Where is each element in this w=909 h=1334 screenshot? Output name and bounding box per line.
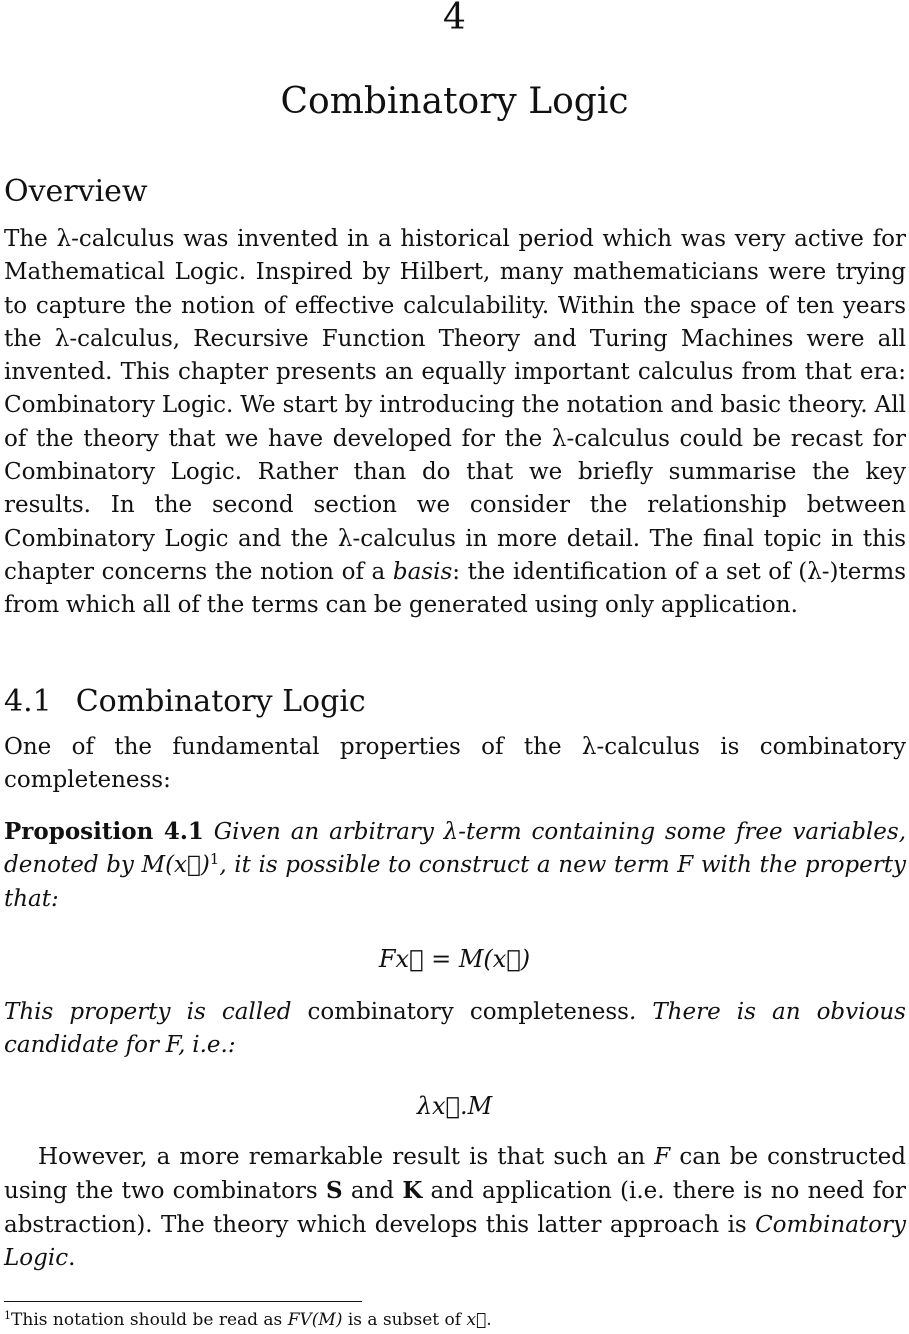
proposition-4-1 xyxy=(4,815,906,916)
combinatory-equation: Fx⃗ = M(x⃗) xyxy=(378,945,531,973)
combinatory-logic-term: Combinatory Logic xyxy=(4,1211,906,1271)
chapter-number: 4 xyxy=(443,0,466,38)
footnote xyxy=(4,1307,904,1333)
footnote-marker: 1 xyxy=(209,850,220,869)
closing-F: F xyxy=(654,1144,671,1170)
section-heading xyxy=(4,682,366,722)
section-title: Combinatory Logic xyxy=(75,684,366,719)
footnote-text-a: This notation should be read as xyxy=(11,1310,288,1330)
overview-paragraph xyxy=(4,223,906,623)
basis-term: basis xyxy=(392,558,453,585)
chapter-title: Combinatory Logic xyxy=(280,81,629,122)
closing-text-b: can be constructed using the two combinators xyxy=(4,1144,907,1205)
combinatory-completeness-term: combinatory completeness xyxy=(307,999,629,1025)
closing-text-d: . xyxy=(68,1244,76,1271)
overview-heading: Overview xyxy=(4,174,148,209)
footnote-number: 1 xyxy=(4,1308,12,1322)
proposition-continuation xyxy=(4,996,906,1063)
combinator-S: S xyxy=(325,1177,343,1205)
footnote-text-c: . xyxy=(486,1310,492,1330)
overview-text: The λ-calculus was invented in a historical period which was very active for Mathematical Logic. Inspired by Hilbert, many mathematicians were trying to capture the notion of effective calculability. Within the space of ten years the λ-calculus, Recursive Function Theory and Turing Machines were all invented. This chapter presents an equally important calculus from that era: Combinatory Logic. We start by introducing the notation and basic theory. All of the theory that we have developed for the λ-calculus could be recast for Combinatory Logic. Rather than do that we briefly summarise the key results. In the second section we consider the relationship between Combinatory Logic and the λ-calculus in more detail. The final topic in this chapter concerns the notion of a xyxy=(4,226,906,585)
combinator-K: K xyxy=(402,1177,423,1205)
footnote-vector: x⃗ xyxy=(466,1310,487,1330)
closing-and: and xyxy=(342,1178,403,1205)
candidate-term: λx⃗.M xyxy=(416,1092,493,1120)
footnote-text-b: is a subset of xyxy=(342,1310,467,1330)
footnote-math: FV(M) xyxy=(287,1310,343,1330)
proposition-label: Proposition 4.1 xyxy=(4,818,204,845)
overview-text-end: : the identification of a set of (λ-)terms from which all of the terms can be generated using only application. xyxy=(4,558,906,619)
proposition-text-b: , it is possible to construct a new term F with the property that: xyxy=(4,852,906,912)
footnote-rule xyxy=(4,1301,362,1302)
proposition-after-a: This property is called xyxy=(4,999,308,1025)
proposition-after-b: . There is an obvious candidate for F, i.e.: xyxy=(4,999,906,1059)
section-intro: One of the fundamental properties of the λ-calculus is combinatory completeness: xyxy=(4,734,906,794)
closing-paragraph xyxy=(4,1141,906,1275)
closing-text-c: and application (i.e. there is no need for abstraction). The theory which develops this latter approach is xyxy=(4,1178,906,1238)
proposition-text-a: Given an arbitrary λ-term containing some free variables, denoted by M(x⃗) xyxy=(4,819,907,879)
section-number: 4.1 xyxy=(4,684,52,719)
closing-text-a: However, a more remarkable result is that such an xyxy=(38,1144,655,1170)
